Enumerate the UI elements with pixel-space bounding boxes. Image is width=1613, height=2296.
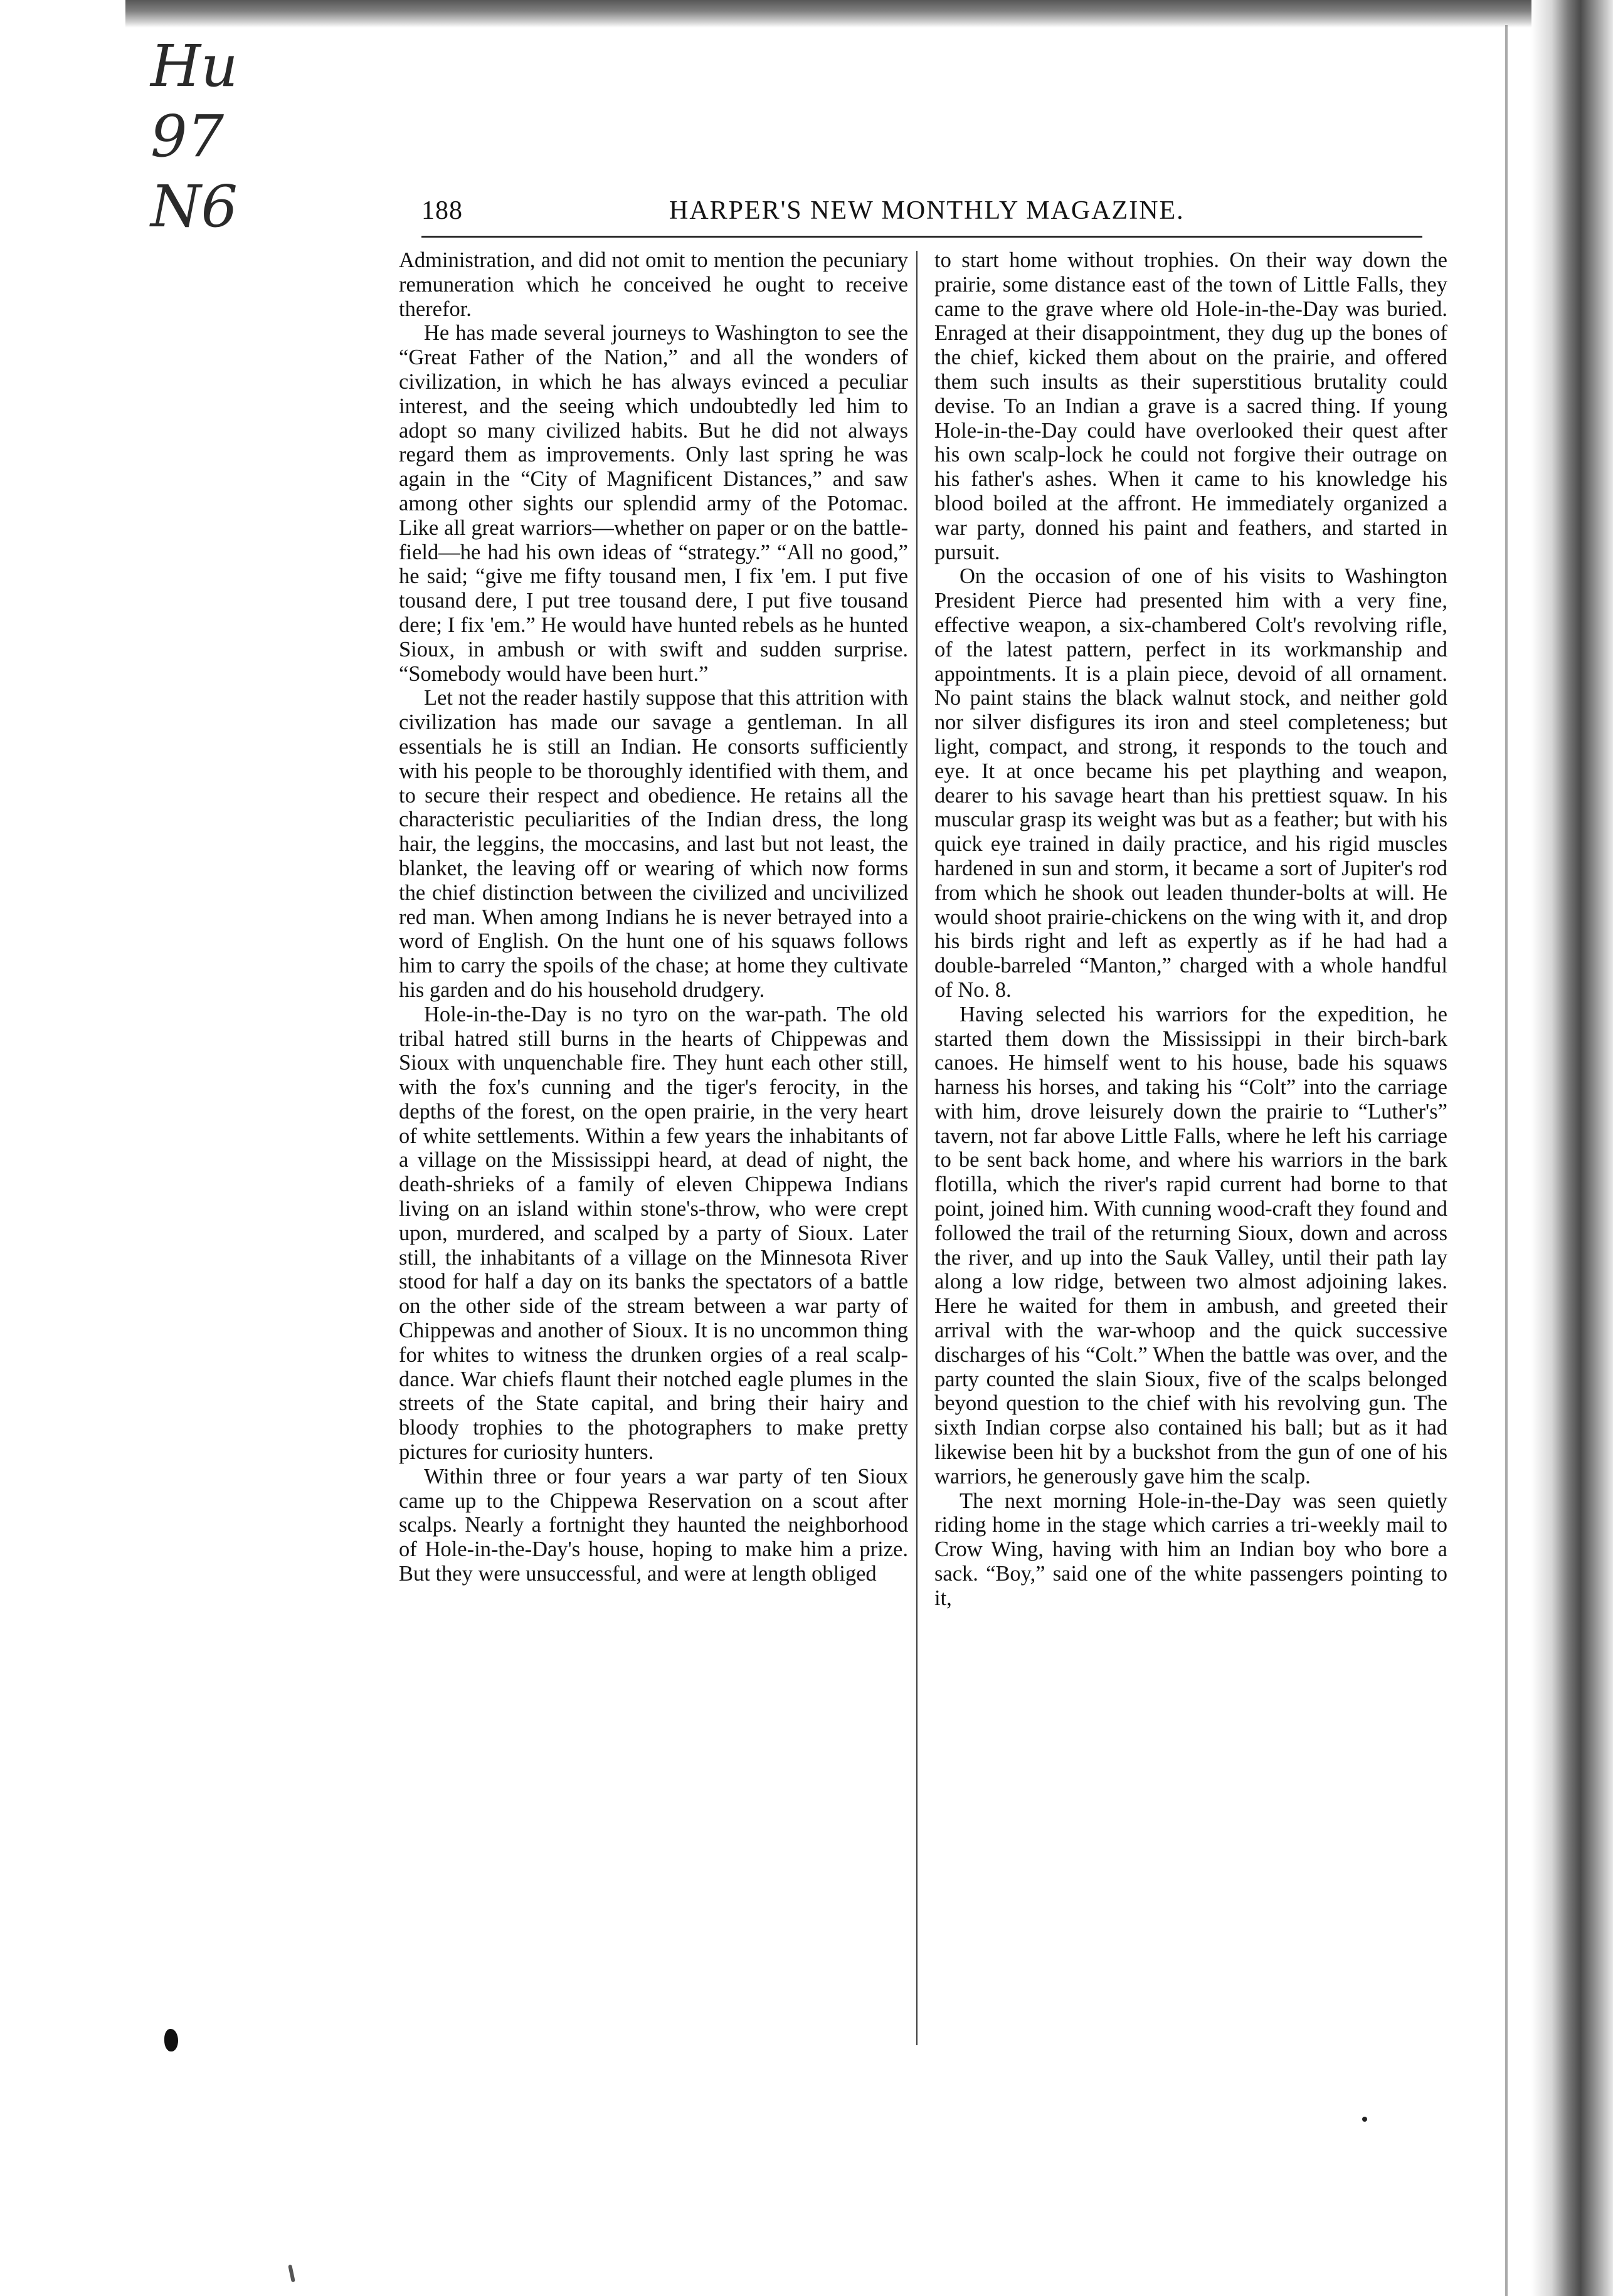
- magazine-title: HARPER'S NEW MONTHLY MAGAZINE.: [669, 196, 1185, 225]
- handwriting-line-1: Hu: [151, 33, 238, 100]
- page-number: 188: [421, 196, 463, 225]
- left-column: [399, 248, 908, 1586]
- handwritten-call-number: [151, 31, 238, 242]
- margin-mark: [288, 2265, 295, 2283]
- header-rule: [421, 236, 1422, 238]
- scan-right-edge: [1531, 0, 1613, 2296]
- paragraph: Within three or four years a war party of ten Sioux came up to the Chippewa Reservation on a scout after scalps. Nearly a fortnight they haunted the neighborhood of Hole-in-the-Day's house, hoping to make him a prize. But they were unsuccessful, and were at length obliged: [399, 1464, 908, 1586]
- paragraph: Hole-in-the-Day is no tyro on the war-path. The old tribal hatred still burns in the hearts of Chippewas and Sioux with unquenchable fire. They hunt each other still, with the fox's cunning and the tiger's ferocity, in the depths of the forest, on the open prairie, in the very heart of white settlements. Within a few years the inhabitants of a village on the Mississippi heard, at dead of night, the death-shrieks of a family of eleven Chippewa Indians living on an island within stone's-throw, who were crept upon, murdered, and scalped by a party of Sioux. Later still, the inhabitants of a village on the Minnesota River stood for half a day on its banks the spectators of a battle on the other side of the stream between a war party of Chippewas and another of Sioux. It is no uncommon thing for whites to witness the drunken orgies of a real scalp-dance. War chiefs flaunt their notched eagle plumes in the streets of the State capital, and bring their hairy and bloody trophies to the photographers to make pretty pictures for curiosity hunters.: [399, 1002, 908, 1465]
- scan-gutter-line: [1505, 25, 1508, 2296]
- handwriting-line-2: 97: [151, 103, 225, 170]
- paragraph: On the occasion of one of his visits to Washington President Pierce had presented him with a very fine, effective weapon, a six-chambered Colt's revolving rifle, of the latest pattern, perfect in its workmanship and appointments. It is a plain piece, devoid of all ornament. No paint stains the black walnut stock, and neither gold nor silver disfigures its iron and steel completeness; but light, compact, and strong, it responds to the touch and eye. It at once became his pet plaything and weapon, dearer to his savage heart than his prettiest squaw. In his muscular grasp its weight was but as a feather; but with his quick eye trained in daily practice, and his rigid muscles hardened in sun and storm, it became a sort of Jupiter's rod from which he shook out leaden thunder-bolts at will. He would shoot prairie-chickens on the wing with it, and drop his birds right and left as expertly as if he had had a double-barreled “Manton,” charged with a whole handful of No. 8.: [934, 564, 1447, 1002]
- ink-blot: [164, 2029, 178, 2051]
- paragraph: Having selected his warriors for the expedition, he started them down the Mississippi in their birch-bark canoes. He himself went to his house, bade his squaws harness his horses, and taking his “Colt” into the carriage with him, drove leisurely down the prairie to “Luther's” tavern, not far above Little Falls, where he left his carriage to be sent back home, and where his warriors in the bark flotilla, which the river's rapid current had borne to that point, joined him. With cunning wood-craft they found and followed the trail of the returning Sioux, down and across the river, and up into the Sauk Valley, until their path lay along a low ridge, between two almost adjoining lakes. Here he waited for them in ambush, and greeted their arrival with the war-whoop and the quick successive discharges of his “Colt.” When the battle was over, and the party counted the slain Sioux, five of the scalps belonged beyond question to the chief with his revolving gun. The sixth Indian corpse also contained his ball; but as it had likewise been hit by a buckshot from the gun of one of his warriors, he generously gave him the scalp.: [934, 1002, 1447, 1488]
- paragraph: The next morning Hole-in-the-Day was seen quietly riding home in the stage which carries a tri-weekly mail to Crow Wing, having with him an Indian boy who bore a sack. “Boy,” said one of the white passengers pointing to it,: [934, 1488, 1447, 1610]
- scan-top-edge: [125, 0, 1613, 28]
- paragraph: He has made several journeys to Washington to see the “Great Father of the Nation,” and all the wonders of civilization, in which he has always evinced a peculiar interest, and the seeing which undoubtedly led him to adopt so many civilized habits. But he did not always regard them as improvements. Only last spring he was again in the “City of Magnificent Distances,” and saw among other sights our splendid army of the Potomac. Like all great warriors—whether on paper or on the battle-field—he had his own ideas of “strategy.” “All no good,” he said; “give me fifty tousand men, I fix 'em. I put five tousand dere, I put tree tousand dere, I put five tousand dere; I fix 'em.” He would have hunted rebels as he hunted Sioux, in ambush or with swift and sudden surprise. “Somebody would have been hurt.”: [399, 321, 908, 686]
- running-head: [421, 196, 1213, 229]
- paragraph: Let not the reader hastily suppose that this attrition with civilization has made our savage a gentleman. In all essentials he is still an Indian. He consorts sufficiently with his people to be thoroughly identified with them, and to secure their respect and obedience. He retains all the characteristic peculiarities of the Indian dress, the long hair, the leggins, the moccasins, and last but not least, the blanket, the leaving off or wearing of which now forms the chief distinction between the civilized and uncivilized red man. When among Indians he is never betrayed into a word of English. On the hunt one of his squaws follows him to carry the spoils of the chase; at home they cultivate his garden and do his household drudgery.: [399, 686, 908, 1002]
- handwriting-line-3: N6: [151, 173, 238, 240]
- paragraph: to start home without trophies. On their way down the prairie, some distance east of the town of Little Falls, they came to the grave where old Hole-in-the-Day was buried. Enraged at their disappointment, they dug up the bones of the chief, kicked them about on the prairie, and offered them such insults as their superstitious brutality could devise. To an Indian a grave is a sacred thing. If young Hole-in-the-Day could have overlooked their quest after his own scalp-lock he could not forgive their outrage on his father's ashes. When it came to his knowledge his blood boiled at the affront. He immediately organized a war party, donned his paint and feathers, and started in pursuit.: [934, 248, 1447, 564]
- ink-dot: [1362, 2117, 1367, 2122]
- paragraph: Administration, and did not omit to mention the pecuniary remuneration which he conceived he ought to receive therefor.: [399, 248, 908, 321]
- column-divider: [916, 251, 918, 2045]
- right-column: [934, 248, 1447, 1611]
